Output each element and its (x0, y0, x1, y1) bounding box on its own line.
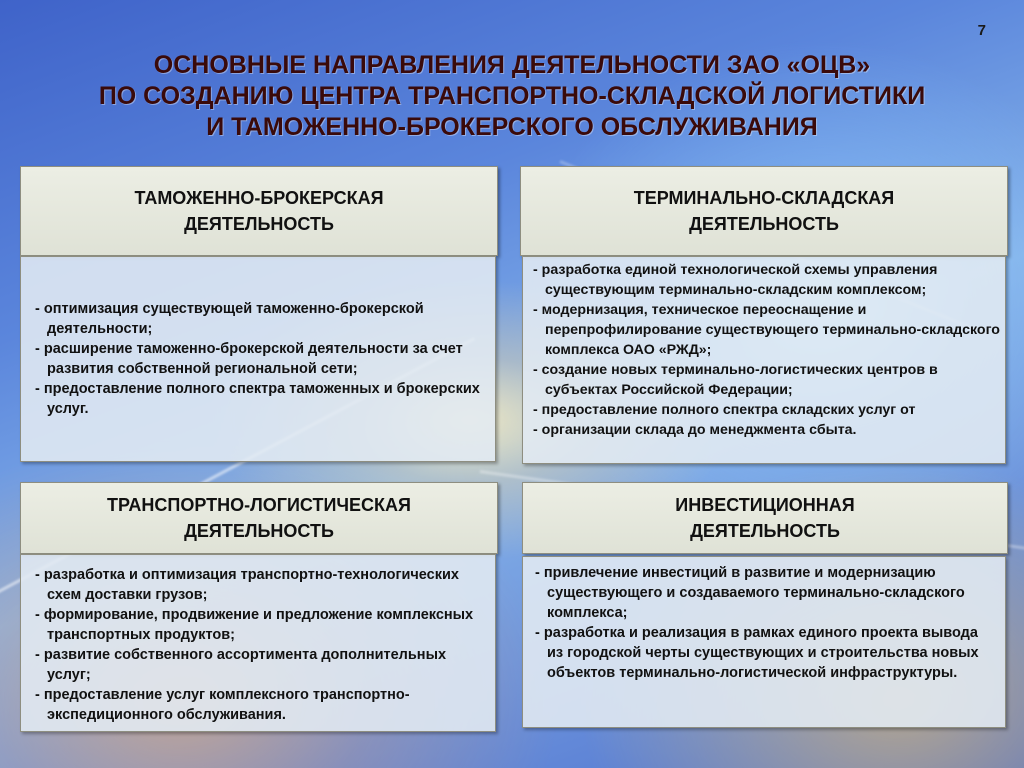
list-item: - предоставление полного спектра таможенных и брокерских услуг. (35, 381, 480, 417)
list-item: - модернизация, техническое переоснащение и перепрофилирование существующего терминально-складского комплекса ОАО «РЖД»; (533, 302, 1000, 358)
transport-logistics-header (20, 482, 498, 554)
page-number: 7 (977, 22, 986, 39)
terminal-warehouse-list (522, 256, 1006, 464)
slide-title (0, 50, 1024, 143)
list-item: - разработка и оптимизация транспортно-технологических схем доставки грузов; (35, 567, 459, 603)
title-line: ПО СОЗДАНИЮ ЦЕНТРА ТРАНСПОРТНО-СКЛАДСКОЙ ЛОГИСТИКИ (98, 82, 926, 110)
terminal-warehouse-header (520, 166, 1008, 256)
list-item: - создание новых терминально-логистических центров в субъектах Российской Федерации; (533, 362, 938, 398)
list-item: - привлечение инвестиций в развитие и модернизацию существующего и создаваемого терминально-складского комплекса; (535, 565, 965, 621)
section-heading-line: ДЕЯТЕЛЬНОСТЬ (690, 521, 840, 541)
section-heading-line: ДЕЯТЕЛЬНОСТЬ (689, 214, 839, 234)
list-item: - оптимизация существующей таможенно-брокерской деятельности; (35, 301, 424, 337)
list-item: - организации склада до менеджмента сбыта. (533, 422, 857, 438)
list-item: - формирование, продвижение и предложение комплексных транспортных продуктов; (35, 607, 474, 643)
title-line: ОСНОВНЫЕ НАПРАВЛЕНИЯ ДЕЯТЕЛЬНОСТИ ЗАО «ОЦВ» (153, 51, 871, 79)
investment-header (522, 482, 1008, 554)
transport-logistics-list (20, 554, 496, 732)
title-line: И ТАМОЖЕННО-БРОКЕРСКОГО ОБСЛУЖИВАНИЯ (206, 113, 818, 141)
list-item: - предоставление услуг комплексного транспортно-экспедиционного обслуживания. (35, 687, 410, 723)
list-item: - разработка единой технологической схемы управления существующим терминально-складским комплексом; (533, 262, 938, 298)
section-heading-line: ТЕРМИНАЛЬНО-СКЛАДСКАЯ (633, 188, 895, 208)
section-heading-line: ТРАНСПОРТНО-ЛОГИСТИЧЕСКАЯ (107, 495, 411, 515)
investment-list (522, 556, 1006, 728)
customs-brokerage-list (20, 256, 496, 462)
list-item: - разработка и реализация в рамках единого проекта вывода из городской черты существующих и строительства новых объектов терминально-логистической инфраструктуры. (535, 625, 979, 681)
section-heading-line: ДЕЯТЕЛЬНОСТЬ (184, 521, 334, 541)
section-heading-line: ИНВЕСТИЦИОННАЯ (675, 495, 855, 515)
list-item: - расширение таможенно-брокерской деятельности за счет развития собственной региональной сети; (35, 341, 463, 377)
section-heading-line: ТАМОЖЕННО-БРОКЕРСКАЯ (134, 188, 384, 208)
list-item: - развитие собственного ассортимента дополнительных услуг; (35, 647, 447, 683)
customs-brokerage-header (20, 166, 498, 256)
list-item: - предоставление полного спектра складских услуг от (533, 402, 916, 418)
section-heading-line: ДЕЯТЕЛЬНОСТЬ (184, 214, 334, 234)
